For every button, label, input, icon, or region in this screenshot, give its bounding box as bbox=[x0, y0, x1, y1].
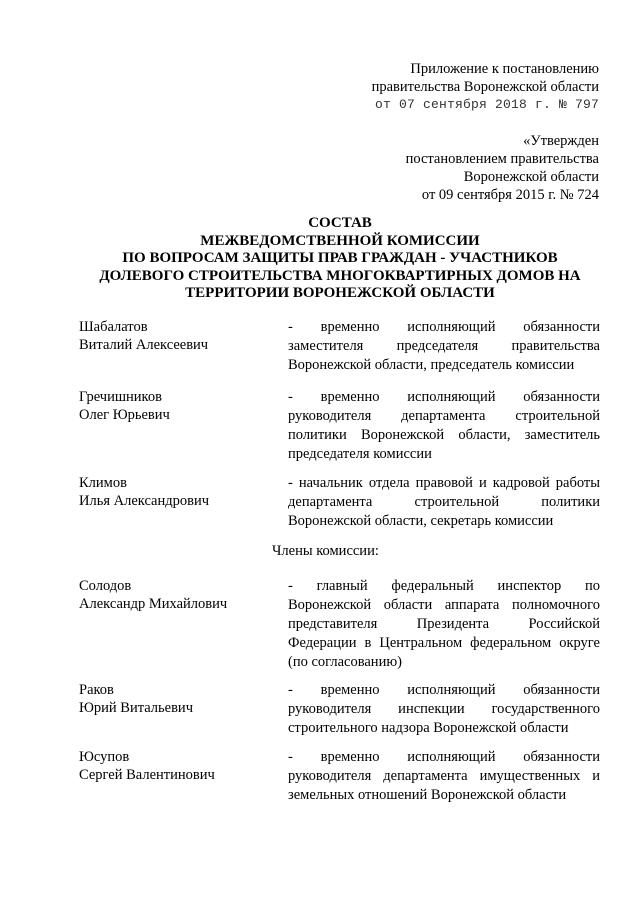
member-surname: Солодов bbox=[79, 578, 132, 594]
approval-line-4: от 09 сентября 2015 г. № 724 bbox=[421, 187, 599, 203]
title-line-2: МЕЖВЕДОМСТВЕННОЙ КОМИССИИ bbox=[200, 232, 480, 249]
title-line-5: ТЕРРИТОРИИ ВОРОНЕЖСКОЙ ОБЛАСТИ bbox=[185, 285, 495, 301]
member-given-name: Виталий Алексеевич bbox=[79, 337, 209, 353]
member-role: - временно исполняющий обязанности руководителя инспекции государственного строительного надзора Воронежской области bbox=[288, 682, 600, 736]
member-name bbox=[79, 388, 170, 424]
appendix-date-stamp: от 07 сентября 2018 г. № 797 bbox=[374, 97, 599, 112]
member-given-name: Илья Александрович bbox=[79, 493, 210, 509]
member-name bbox=[79, 318, 208, 354]
member-given-name: Сергей Валентинович bbox=[79, 767, 215, 783]
title-line-3: ПО ВОПРОСАМ ЗАЩИТЫ ПРАВ ГРАЖДАН - УЧАСТНИКОВ bbox=[122, 250, 558, 266]
member-given-name: Александр Михайлович bbox=[79, 596, 228, 612]
appendix-header bbox=[372, 60, 599, 114]
approval-line-1: «Утвержден bbox=[523, 133, 599, 149]
approval-block bbox=[406, 132, 599, 204]
member-given-name: Юрий Витальевич bbox=[79, 700, 193, 716]
member-role: - временно исполняющий обязанности руководителя департамента строительной политики Воронежской области, заместитель председателя комиссии bbox=[288, 389, 600, 462]
member-surname: Раков bbox=[79, 682, 114, 698]
member-role: - начальник отдела правовой и кадровой работы департамента строительной политики Воронежской области, секретарь комиссии bbox=[288, 475, 600, 529]
member-name bbox=[79, 681, 193, 717]
member-name bbox=[79, 748, 215, 784]
member-surname: Климов bbox=[79, 475, 127, 491]
member-name bbox=[79, 474, 209, 510]
members-section-label: Члены комиссии: bbox=[272, 543, 379, 559]
approval-line-3: Воронежской области bbox=[463, 169, 599, 185]
document-title bbox=[60, 215, 620, 303]
member-given-name: Олег Юрьевич bbox=[79, 407, 170, 423]
member-role: - временно исполняющий обязанности заместителя председателя правительства Воронежской области, председатель комиссии bbox=[288, 319, 600, 373]
member-surname: Шабалатов bbox=[79, 319, 148, 335]
title-line-4: ДОЛЕВОГО СТРОИТЕЛЬСТВА МНОГОКВАРТИРНЫХ ДОМОВ НА bbox=[99, 267, 581, 284]
appendix-line-2: правительства Воронежской области bbox=[371, 79, 599, 95]
appendix-line-1: Приложение к постановлению bbox=[410, 61, 599, 77]
member-name bbox=[79, 577, 227, 613]
member-surname: Гречишников bbox=[79, 389, 162, 405]
approval-line-2: постановлением правительства bbox=[405, 151, 599, 167]
member-role: - главный федеральный инспектор по Воронежской области аппарата полномочного представителя Президента Российской Федерации в Центральном федеральном округе (по согласованию) bbox=[288, 578, 600, 670]
member-role: - временно исполняющий обязанности руководителя департамента имущественных и земельных отношений Воронежской области bbox=[288, 749, 600, 803]
title-line-1: СОСТАВ bbox=[308, 215, 372, 231]
member-surname: Юсупов bbox=[79, 749, 130, 765]
